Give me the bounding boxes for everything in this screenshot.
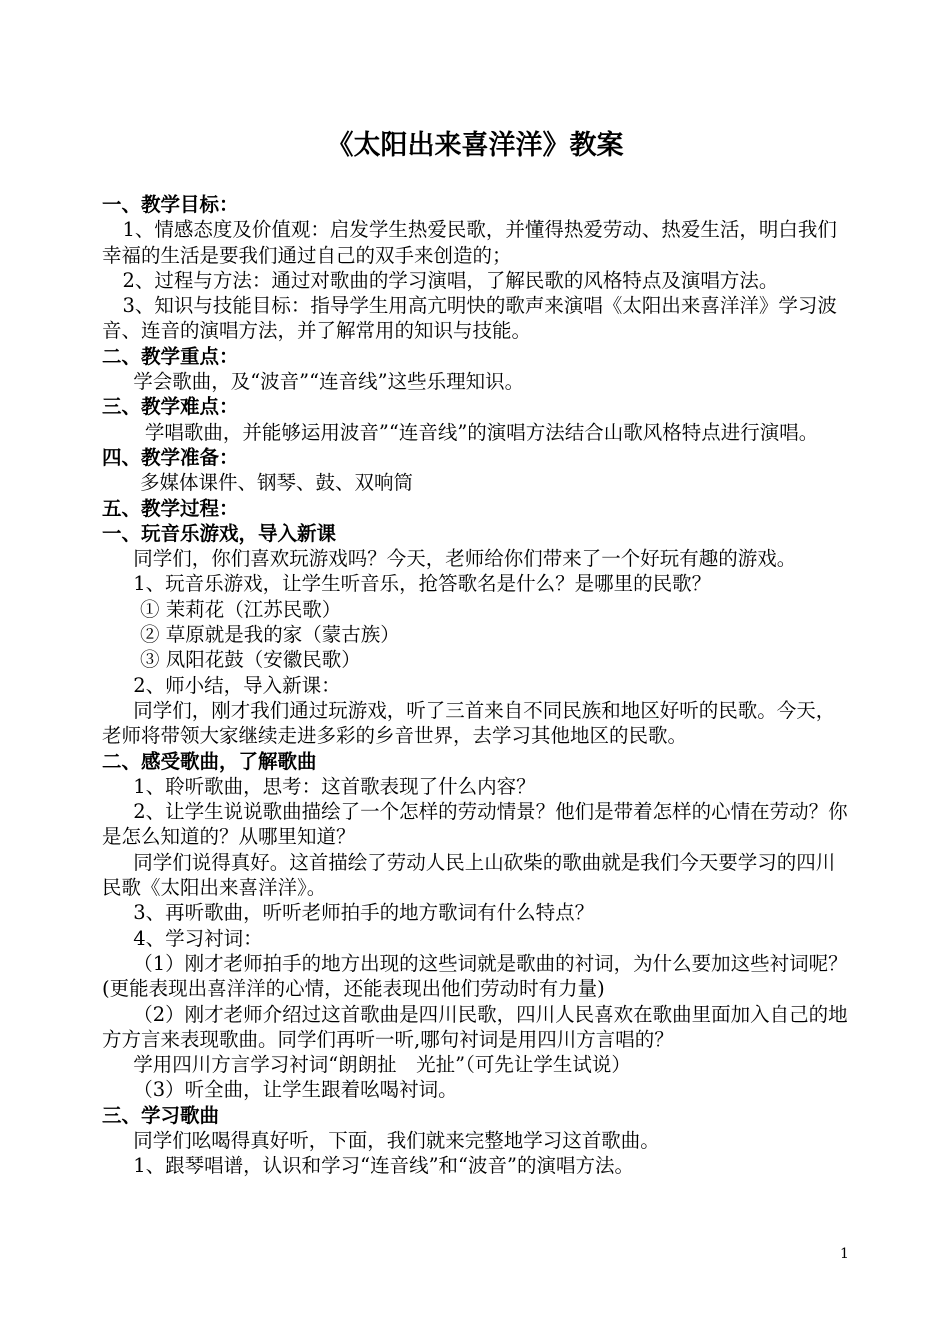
paragraph: 3、知识与技能目标：指导学生用高亢明快的歌声来演唱《太阳出来喜洋洋》学习波音、连音的演唱方法，并了解常用的知识与技能。 bbox=[102, 294, 837, 343]
paragraph: 学用四川方言学习衬词“朗朗扯 光扯”（可先让学生试说） bbox=[133, 1053, 631, 1077]
paragraph: 2、师小结，导入新课： bbox=[133, 673, 341, 697]
document-body bbox=[102, 192, 852, 1179]
paragraph: 4、学习衬词： bbox=[133, 926, 263, 950]
paragraph: 学会歌曲，及“波音”“连音线”这些乐理知识。 bbox=[133, 370, 525, 394]
document-title: 《太阳出来喜洋洋》教案 bbox=[326, 130, 624, 161]
paragraph: 1、情感态度及价值观：启发学生热爱民歌，并懂得热爱劳动、热爱生活，明白我们幸福的生活是要我们通过自己的双手来创造的； bbox=[102, 218, 837, 267]
paragraph: 1、聆听歌曲，思考：这首歌表现了什么内容？ bbox=[133, 774, 536, 798]
paragraph: 2、让学生说说歌曲描绘了一个怎样的劳动情景？他们是带着怎样的心情在劳动？你是怎么知道的？从哪里知道？ bbox=[102, 800, 848, 849]
list-item: ① 茉莉花（江苏民歌） bbox=[140, 597, 342, 621]
paragraph: 同学们，刚才我们通过玩游戏，听了三首来自不同民族和地区好听的民歌。今天，老师将带领大家继续走进多彩的乡音世界，去学习其他地区的民歌。 bbox=[102, 698, 836, 748]
section-heading: 一、教学目标： bbox=[102, 193, 239, 216]
paragraph: （3）听全曲，让学生跟着吆喝衬词。 bbox=[133, 1078, 458, 1102]
list-item: ② 草原就是我的家（蒙古族） bbox=[140, 623, 400, 647]
paragraph: 同学们吆喝得真好听，下面，我们就来完整地学习这首歌曲。 bbox=[133, 1128, 660, 1152]
paragraph: 1、跟琴唱谱，认识和学习“连音线”和“波音”的演唱方法。 bbox=[133, 1154, 634, 1178]
paragraph: 同学们说得真好。这首描绘了劳动人民上山砍柴的歌曲就是我们今天要学习的四川民歌《太阳出来喜洋洋》。 bbox=[102, 850, 836, 900]
subsection-heading: 二、感受歌曲，了解歌曲 bbox=[102, 749, 317, 773]
paragraph: 3、再听歌曲，听听老师拍手的地方歌词有什么特点？ bbox=[133, 901, 595, 925]
paragraph: （2）刚才老师介绍过这首歌曲是四川民歌，四川人民喜欢在歌曲里面加入自己的地方方言来表现歌曲。同学们再听一听,哪句衬词是用四川方言唱的？ bbox=[102, 1002, 848, 1051]
section-heading: 三、教学难点： bbox=[102, 395, 239, 419]
paragraph: 学唱歌曲，并能够运用波音”“连音线”的演唱方法结合山歌风格特点进行演唱。 bbox=[144, 420, 819, 444]
list-item: ③ 凤阳花鼓（安徽民歌） bbox=[140, 648, 361, 672]
subsection-heading: 一、玩音乐游戏，导入新课 bbox=[102, 521, 337, 545]
paragraph: 1、玩音乐游戏，让学生听音乐，抢答歌名是什么？是哪里的民歌？ bbox=[133, 572, 712, 596]
subsection-heading: 三、学习歌曲 bbox=[102, 1103, 220, 1127]
page-number: 1 bbox=[840, 1246, 849, 1262]
paragraph: 2、过程与方法：通过对歌曲的学习演唱，了解民歌的风格特点及演唱方法。 bbox=[122, 268, 779, 292]
paragraph: 多媒体课件、钢琴、鼓、双响筒 bbox=[140, 471, 414, 495]
section-heading: 四、教学准备： bbox=[102, 445, 239, 469]
section-heading: 二、教学重点： bbox=[102, 344, 239, 368]
paragraph: （1）刚才老师拍手的地方出现的这些词就是歌曲的衬词，为什么要加这些衬词呢？(更能表现出喜洋洋的心情，还能表现出他们劳动时有力量) bbox=[102, 951, 848, 1001]
section-heading: 五、教学过程： bbox=[102, 496, 239, 520]
paragraph: 同学们，你们喜欢玩游戏吗？今天，老师给你们带来了一个好玩有趣的游戏。 bbox=[133, 547, 797, 571]
